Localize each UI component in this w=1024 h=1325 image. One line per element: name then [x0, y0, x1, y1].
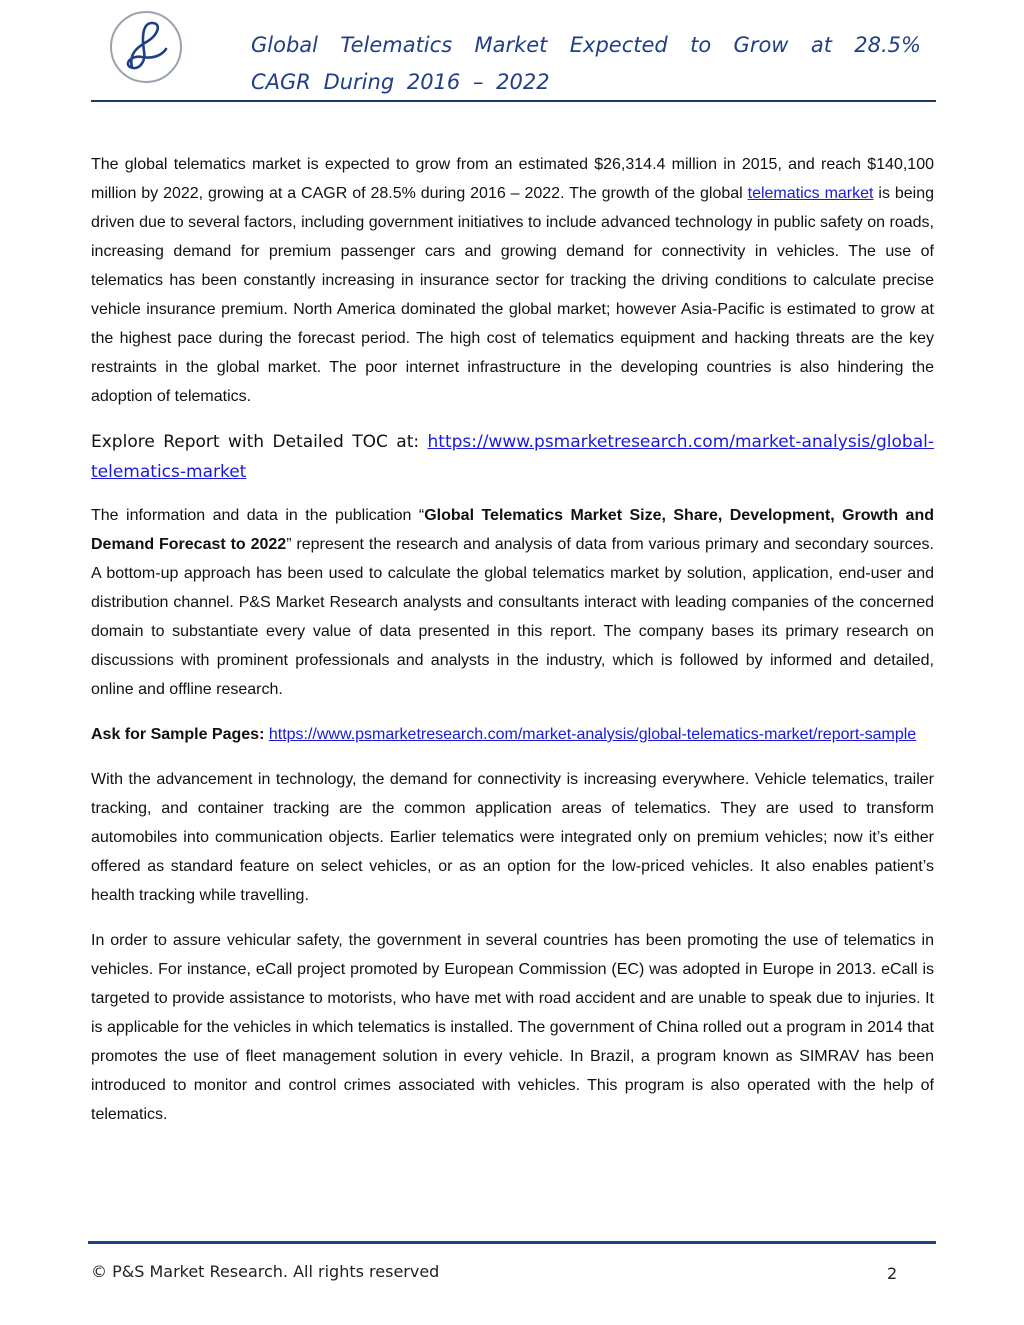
toc-label: Explore Report with Detailed TOC at: — [91, 432, 428, 452]
publication-title: Global Telematics Market Size, Share, Development, Growth and Demand Forecast to 2022 — [91, 507, 934, 553]
publication-text-start: The information and data in the publication “ — [91, 507, 425, 524]
intro-text-end: is being driven due to several factors, including government initiatives to include advanced technology in public safety on roads, increasing demand for premium passenger cars and growing demand for connectivity in vehicles. The use of telematics has been constantly increasing in insurance sector for tracking the driving conditions to calculate precise vehicle insurance premium. North America dominated the global market; however Asia-Pacific is estimated to grow at the highest pace during the forecast period. The high cost of telematics equipment and hacking threats are the key restraints in the global market. The poor internet infrastructure in the developing countries is also hindering the adoption of telematics. — [91, 185, 935, 405]
copyright-text: © P&S Market Research. All rights reserved — [91, 1262, 440, 1281]
sample-link[interactable]: https://www.psmarketresearch.com/market-analysis/global-telematics-market/report-sample — [268, 726, 917, 743]
toc-link[interactable]: https://www.psmarketresearch.com/market-analysis/global-telematics-market — [91, 432, 934, 482]
document-body — [91, 150, 934, 1145]
page-title: Global Telematics Market Expected to Grow at 28.5% CAGR During 2016 – 2022 — [251, 33, 921, 94]
intro-paragraph — [91, 150, 934, 411]
telematics-market-link[interactable]: telematics market — [747, 185, 874, 202]
toc-line — [91, 427, 934, 487]
publication-paragraph — [91, 501, 934, 704]
sample-line — [91, 720, 934, 749]
connectivity-paragraph: With the advancement in technology, the demand for connectivity is increasing everywhere. Vehicle telematics, trailer tracking, and container tracking are the common application areas of telematics. They are used to transform automobiles into communication objects. Earlier telematics were integrated only on premium vehicles; now it’s either offered as standard feature on select vehicles, or as an option for the low-priced vehicles. It also enables patient’s health tracking while travelling. — [91, 771, 934, 904]
safety-paragraph: In order to assure vehicular safety, the government in several countries has been promoting the use of telematics in vehicles. For instance, eCall project promoted by European Commission (EC) was adopted in Europe in 2013. eCall is targeted to provide assistance to motorists, who have met with road accident and are unable to speak due to injuries. It is applicable for the vehicles in which telematics is installed. The government of China rolled out a program in 2014 that promotes the use of fleet management solution in every vehicle. In Brazil, a program known as SIMRAV has been introduced to monitor and control crimes associated with vehicles. This program is also operated with the help of telematics. — [91, 932, 934, 1123]
footer-divider — [88, 1241, 936, 1244]
sample-label: Ask for Sample Pages: — [91, 726, 269, 743]
header-divider — [91, 100, 936, 102]
ps-logo-icon — [108, 11, 184, 83]
page-number: 2 — [887, 1264, 898, 1283]
intro-text-start: The global telematics market is expected to grow from an estimated $26,314.4 million in 2015, and reach $140,100 million by 2022, growing at a CAGR of 28.5% during 2016 – 2022. The growth of the global — [91, 156, 934, 202]
publication-text-end: ” represent the research and analysis of data from various primary and secondary sources. A bottom-up approach has been used to calculate the global telematics market by solution, application, end-user and distribution channel. P&S Market Research analysts and consultants interact with leading companies of the concerned domain to substantiate every value of data presented in this report. The company bases its primary research on discussions with prominent professionals and analysts in the industry, which is followed by informed and detailed, online and offline research. — [91, 536, 934, 698]
